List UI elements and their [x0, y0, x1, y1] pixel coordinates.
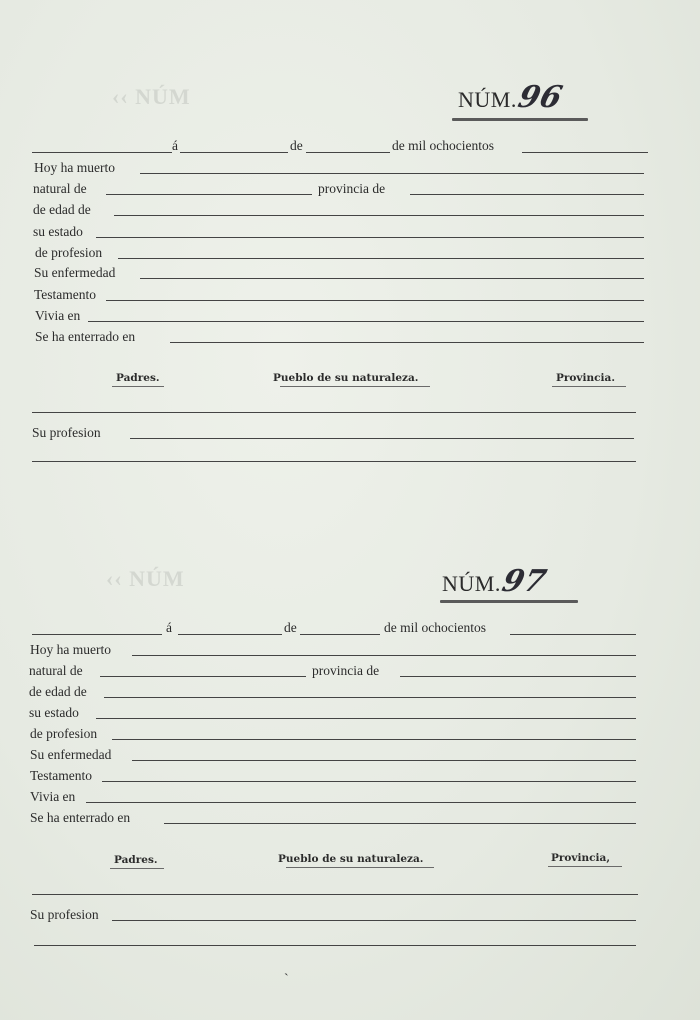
record-number-value: 97 — [498, 564, 550, 599]
col-provincia: Provincia. — [556, 372, 615, 384]
field-hoy-line — [140, 173, 644, 174]
field-enfermedad-label: Su enfermedad — [30, 747, 112, 762]
col-provincia-underline — [552, 386, 626, 387]
field-edad-label: de edad de — [33, 202, 91, 217]
field-testamento-label: Testamento — [30, 768, 93, 783]
field-testamento-line — [106, 300, 644, 301]
field-hoy-label: Hoy ha muerto — [30, 642, 111, 657]
col-padres: Padres. — [116, 372, 160, 384]
field-estado-line — [96, 237, 644, 238]
bleedthrough-heading: ‹‹ NÚM — [106, 566, 185, 591]
field-testamento-label: Testamento — [34, 287, 97, 302]
col-provincia: Provincia, — [551, 852, 610, 864]
field-profesion-label: de profesion — [35, 245, 103, 260]
ink-mark: ˋ — [284, 972, 289, 987]
field-hoy-line — [132, 655, 636, 656]
month-line — [178, 634, 282, 635]
field-natural-line — [100, 676, 306, 677]
field-enterrado-line — [170, 342, 644, 343]
col-padres-underline — [112, 386, 164, 387]
field-hoy-label: Hoy ha muerto — [34, 160, 115, 175]
col-pueblo-underline — [280, 386, 430, 387]
field-enfermedad-line — [132, 760, 636, 761]
field-edad-line — [104, 697, 636, 698]
field-vivia-label: Vivia en — [35, 308, 81, 323]
field-enfermedad-label: Su enfermedad — [34, 265, 116, 280]
date-de: de — [284, 620, 297, 635]
field-enterrado-line — [164, 823, 636, 824]
field-edad-line — [114, 215, 644, 216]
col-pueblo: Pueblo de su naturaleza. — [273, 372, 419, 384]
month-line — [180, 152, 288, 153]
record-number — [458, 80, 566, 115]
bleedthrough-heading: ‹‹ NÚM — [112, 84, 191, 109]
field-provincia-line — [400, 676, 636, 677]
date-a: á — [166, 620, 172, 635]
day-line — [32, 634, 162, 635]
su-profesion-label: Su profesion — [32, 425, 101, 440]
field-estado-label: su estado — [33, 224, 83, 239]
field-provincia-line — [410, 194, 644, 195]
year-line — [300, 634, 380, 635]
field-estado-line — [96, 718, 636, 719]
field-natural-label: natural de — [29, 663, 83, 678]
record-number-label: NÚM. — [458, 87, 517, 112]
col-padres-underline — [110, 868, 164, 869]
record-number — [442, 564, 550, 599]
record-number-value: 96 — [514, 80, 566, 115]
padres-line — [32, 412, 636, 413]
year-suffix-line — [522, 152, 648, 153]
field-vivia-line — [88, 321, 644, 322]
field-provincia-label: provincia de — [318, 181, 386, 196]
year-suffix-line — [510, 634, 636, 635]
field-enterrado-label: Se ha enterrado en — [35, 329, 136, 344]
field-natural-label: natural de — [33, 181, 87, 196]
su-profesion-line — [112, 920, 636, 921]
date-de: de — [290, 138, 303, 153]
field-profesion-line — [112, 739, 636, 740]
field-enterrado-label: Se ha enterrado en — [30, 810, 131, 825]
col-pueblo-underline — [286, 867, 434, 868]
field-vivia-label: Vivia en — [30, 789, 76, 804]
record-number-label: NÚM. — [442, 571, 501, 596]
field-natural-line — [106, 194, 312, 195]
record-number-underline — [440, 600, 578, 603]
field-provincia-label: provincia de — [312, 663, 380, 678]
date-mil: de mil ochocientos — [392, 138, 494, 153]
field-enfermedad-line — [140, 278, 644, 279]
date-mil: de mil ochocientos — [384, 620, 486, 635]
su-profesion-line — [130, 438, 634, 439]
field-estado-label: su estado — [29, 705, 79, 720]
field-profesion-line — [118, 258, 644, 259]
col-padres: Padres. — [114, 854, 158, 866]
year-line — [306, 152, 390, 153]
date-a: á — [172, 138, 178, 153]
field-profesion-label: de profesion — [30, 726, 98, 741]
record-number-underline — [452, 118, 588, 121]
closing-line — [32, 461, 636, 462]
field-vivia-line — [86, 802, 636, 803]
col-provincia-underline — [548, 866, 622, 867]
day-line — [32, 152, 172, 153]
su-profesion-label: Su profesion — [30, 907, 99, 922]
col-pueblo: Pueblo de su naturaleza. — [278, 853, 424, 865]
closing-line — [34, 945, 636, 946]
field-edad-label: de edad de — [29, 684, 87, 699]
padres-line — [32, 894, 638, 895]
field-testamento-line — [102, 781, 636, 782]
